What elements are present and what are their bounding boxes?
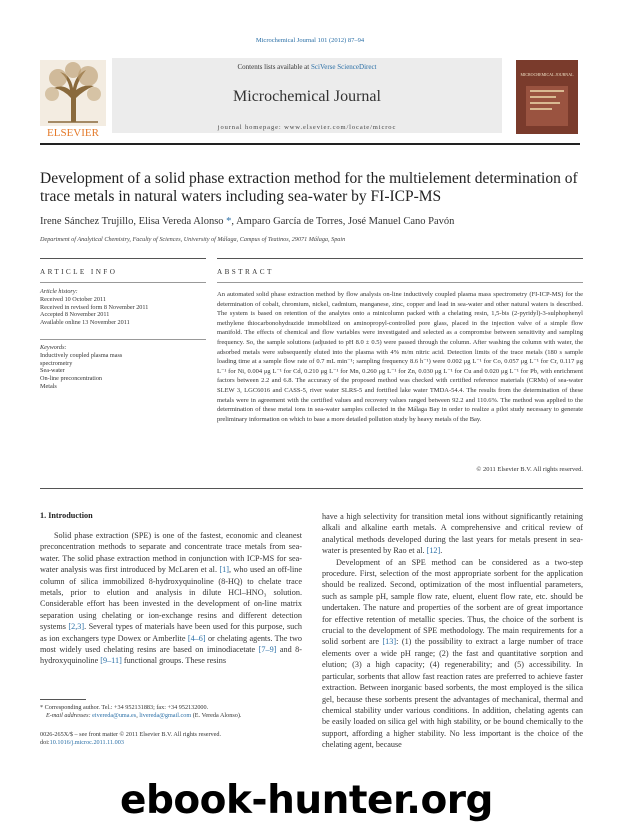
intro-continued <box>322 511 583 557</box>
contents-prefix: Contents lists available at <box>237 63 311 71</box>
header-rule <box>40 143 580 145</box>
text-run: have a high selectivity for transition metal ions without significantly retaining alkali and alkaline earth metals. A comprehensive and critical review of analytical methods developed during the last years for metals present in sea-water is presented by Rao et al. <box>322 512 583 556</box>
keywords <box>40 344 206 391</box>
affiliation: Department of Analytical Chemistry, Faculty of Sciences, University of Málaga, Campus of Teatinos, 29071 Málaga, Spain <box>40 236 346 243</box>
journal-cover[interactable] <box>516 60 578 134</box>
email-label: E-mail addresses: <box>46 712 93 719</box>
copyright: © 2011 Elsevier B.V. All rights reserved. <box>476 466 583 473</box>
authors-part-1: Irene Sánchez Trujillo, Elisa Vereda Alonso <box>40 216 227 227</box>
contents-line <box>112 63 502 71</box>
article-title: Development of a solid phase extraction method for the multielement determination of trace metals in natural waters including sea-water by FI-ICP-MS <box>40 170 578 205</box>
doi-line <box>40 739 302 747</box>
text-run: or chelating agents. The two most widely used chelating resins are based on iminodiacetate <box>40 633 302 655</box>
keyword: Inductively coupled plasma mass <box>40 351 123 359</box>
info-rule-keywords <box>40 339 206 340</box>
sciencedirect-link[interactable]: SciVerse ScienceDirect <box>311 63 377 71</box>
text-run: Development of an SPE method can be considered as a two-step procedure. First, selection of the most appropriate sorbent for the application should be realized. Second, optimization of the most influential parameters, such as sample pH, sample flow rate, eluent, eluent flow rate, etc. should be undertaken. The nature and properties of the sorbent are of great importance for effective retention of metallic species. Thus, the choice of the sorbent is crucial to the development of SPE methodology. The main requirements for a solid sorbent are <box>322 557 583 647</box>
email-suffix: (E. Vereda Alonso). <box>191 712 242 719</box>
article-info-heading: ARTICLE INFO <box>40 268 118 276</box>
reference-link[interactable]: [9–11] <box>100 656 122 666</box>
journal-homepage[interactable]: journal homepage: www.elsevier.com/locate/microc <box>217 124 397 131</box>
email-line <box>40 712 302 720</box>
text-run: : (1) the possibility to extract a large number of trace elements over a wide pH range; (2) the fast and quantitative sorption and elution; (3) a high capacity; (4) regenerability; and (5) accessibility. In particular, sorbents that allow fast reaction rates are preferred to achieve faster extraction. Between inorganic based sorbents, the most employed is the silica gel, because these sorbents present the advantages of mechanical, thermal and chemical stability under various conditions. In addition, chelating agents can be easily loaded on silica gel with high stability, or be bound chemically to the support, affording a higher stability. No less important is the choice of the chelating agent, because <box>322 637 583 750</box>
keyword: Sea-water <box>40 367 65 375</box>
footnote <box>40 704 302 720</box>
cover-art-icon <box>526 86 568 126</box>
text-run: . Several types of materials have been used for this purpose, such as ion exchangers type Dowex or Amberlite <box>40 622 302 643</box>
issn-line: 0026-265X/$ – see front matter © 2011 Elsevier B.V. All rights reserved. <box>40 731 222 738</box>
author-list <box>40 216 585 227</box>
reference-link[interactable]: [7–9] <box>258 645 277 655</box>
text-run: . <box>440 546 443 556</box>
article-history <box>40 288 206 327</box>
text-run: and 8-hydroxyquinoline <box>40 645 302 666</box>
cover-title: MICROCHEMICAL JOURNAL <box>520 72 574 77</box>
abstract-rule-top <box>217 258 583 259</box>
revised-date: Received in revised form 8 November 2011 <box>40 303 149 311</box>
online-date: Available online 13 November 2011 <box>40 319 130 327</box>
keyword-cont: spectrometry <box>40 359 73 367</box>
text-run: Solid phase extraction (SPE) is one of the fastest, economic and cleanest preconcentration methods to separate and concentrate trace metals from sea-water. The solid phase extraction method in conjunction with ICP-MS for sea-water analysis was first introduced by McLaren et al. <box>40 531 302 575</box>
reference-link[interactable]: [1] <box>219 565 229 575</box>
reference-link[interactable]: [2,3] <box>68 622 85 632</box>
intro-paragraph-2 <box>322 557 583 751</box>
introduction-heading: 1. Introduction <box>40 511 93 520</box>
abstract-heading: ABSTRACT <box>217 268 274 276</box>
abstract-rule-mid <box>217 282 583 283</box>
watermark: ebook-hunter.org <box>120 778 493 823</box>
authors-part-2: , Amparo García de Torres, José Manuel Cano Pavón <box>231 216 455 227</box>
keyword: On-line preconcentration <box>40 375 103 383</box>
reference-link[interactable]: [13] <box>382 637 397 647</box>
footnote-rule <box>40 699 86 700</box>
doi-link[interactable]: 10.1016/j.microc.2011.11.003 <box>49 739 124 746</box>
text-run: functional groups. These resins <box>121 656 227 666</box>
elsevier-wordmark: ELSEVIER <box>47 127 99 138</box>
accepted-date: Accepted 8 November 2011 <box>40 311 110 319</box>
intro-column-2 <box>322 511 583 751</box>
received-date: Received 10 October 2011 <box>40 295 106 303</box>
journal-name: Microchemical Journal <box>233 88 381 105</box>
history-label: Article history: <box>40 288 78 295</box>
text-run: , who used an off-line column of silica immobilized 8-hydroxyquinoline (8-HQ) to chelate trace metals, prior to elution and analysis in dilute HCl–HNO₃ solution. Considerable effort has been invested in the development of on-line matrix separation using chelating or ion-exchange resins and different detection systems <box>40 565 302 632</box>
info-rule-mid <box>40 282 206 283</box>
reference-link[interactable]: [12] <box>426 546 441 556</box>
issn-block <box>40 731 302 747</box>
keywords-label: Keywords: <box>40 344 67 351</box>
intro-paragraph-1 <box>40 530 302 667</box>
email-link[interactable]: eivereda@uma.es <box>92 712 137 719</box>
tree-icon <box>40 60 106 138</box>
keyword: Metals <box>40 382 57 390</box>
email-link[interactable]: livereda@gmail.com <box>139 712 192 719</box>
info-rule-top <box>40 258 206 259</box>
corresponding-author: * Corresponding author. Tel.: +34 952131883; fax: +34 952132000. <box>40 704 209 711</box>
elsevier-logo <box>40 60 106 138</box>
reference-link[interactable]: [4–6] <box>187 633 206 643</box>
corresponding-author-mark[interactable]: * <box>226 216 232 227</box>
email-separator: , <box>136 712 140 719</box>
journal-citation[interactable]: Microchemical Journal 101 (2012) 87–94 <box>255 37 365 44</box>
abstract-text: An automated solid phase extraction method by flow analysis on-line inductively coupled plasma mass spectrometry (FI-ICP-MS) for the determination of cobalt, chromium, nickel, cadmium, manganese, zinc, copper and lead in sea-water and other natural waters is described. The system is based on retention of the analytes onto a minicolumn packed with a chelating resin, 1,5-bis (2-pyridyl)-3-sulphophenyl methylene thiocarbonohydrazide immobilized on aminopropyl-controlled pore glass, placed in the injection valve of a simple flow manifold. The effects of chemical and flow variables were investigated and selected as a compromise between sensitivity and sampling frequency. So, the sample solutions (adjusted to pH 8.0 ± 0.5) were passed through the column. After washing the column with water, the adsorbed metals were subsequently eluted into the plasma with 4% m/m nitric acid. Detection limits of the trace metals (180 s sample loading time at a sample flow rate of 0.7 mL min⁻¹; sampling frequency 8.6 h⁻¹) were 0.002 μg L⁻¹ for Co, 0.057 μg L⁻¹ for Cr, 0.117 μg L⁻¹ for Ni, 0.004 μg L⁻¹ for Cd, 0.210 μg L⁻¹ for Mn, 0.260 μg L⁻¹ for Zn, 0.030 μg L⁻¹ for Cu and 0.020 μg L⁻¹ for Pb, with enrichment factors between 2.2 and 6.8. The accuracy of the proposed method was checked with certified reference materials (CRMs) of sea-water SLEW 3, LGC6016 and CASS-5, river water SLRS-5 and fortified lake water TMDA-54.4. The results from the determination of these metals were in agreement with the certified values and recovery values ranged between 92.2 and 110.6%. The method was applied to the determination of these metal ions in sea-water samples collected in the Málaga Bay in order to realize a pilot study necessary to generate preliminary information on which to base a more detailed pollution study by heavy metals of the Bay. <box>217 291 583 423</box>
doi-label: doi: <box>40 739 50 746</box>
abstract-rule-bottom <box>40 488 583 489</box>
